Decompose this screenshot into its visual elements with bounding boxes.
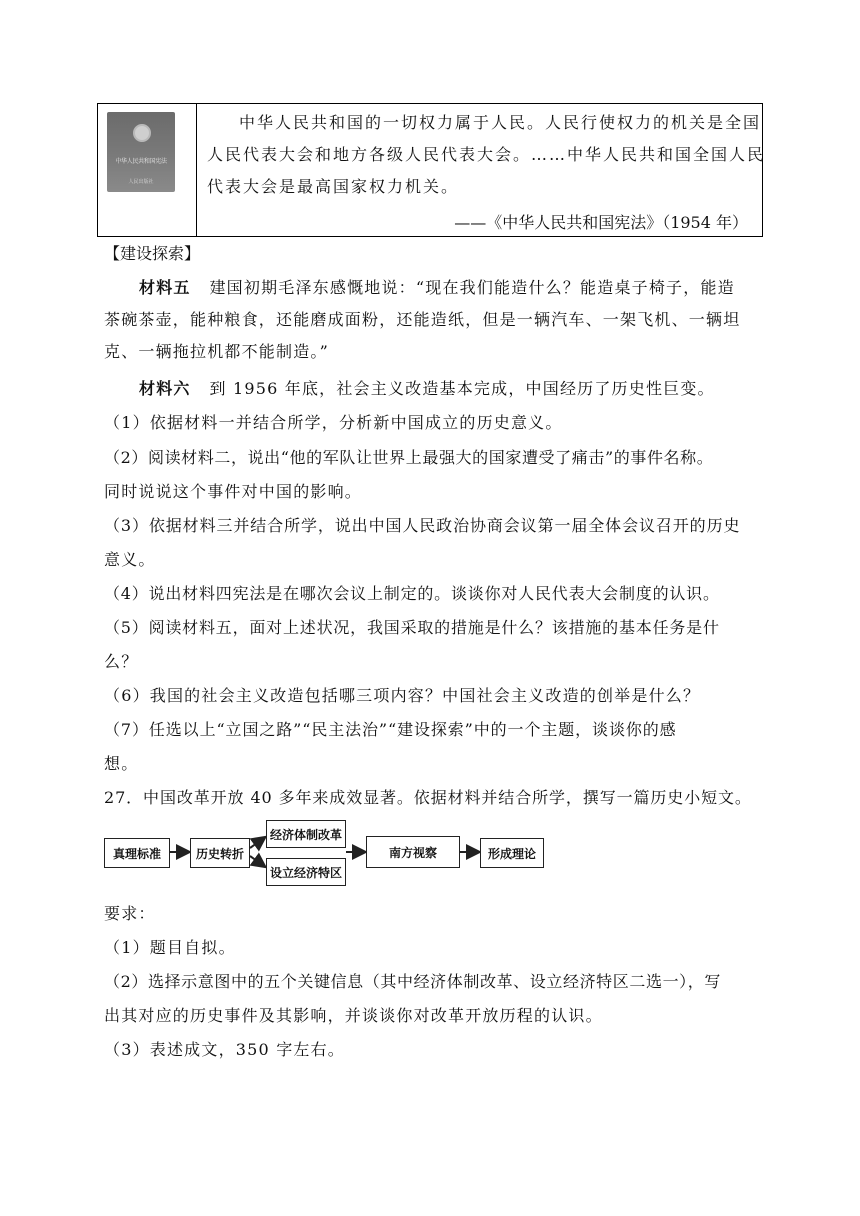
material-four-line: 人民代表大会和地方各级人民代表大会。……中华人民共和国全国人民 xyxy=(207,145,766,164)
question-line: 么？ xyxy=(104,652,139,671)
material-five-text: 建国初期毛泽东感慨地说：“现在我们能造什么？能造桌子椅子，能造 xyxy=(209,278,735,297)
flow-node-special-zones: 设立经济特区 xyxy=(266,858,346,886)
question-line: （5）阅读材料五，面对上述状况，我国采取的措施是什么？该措施的基本任务是什 xyxy=(104,618,720,637)
reform-flow-diagram xyxy=(104,818,544,890)
material-four-image-cell xyxy=(98,104,197,236)
flow-node-economic-reform: 经济体制改革 xyxy=(266,820,346,848)
requirements-heading: 要求： xyxy=(104,904,156,923)
material-six-line xyxy=(139,376,715,399)
material-four-line: 中华人民共和国的一切权力属于人民。人民行使权力的机关是全国 xyxy=(239,113,762,132)
question-line: （4）说出材料四宪法是在哪次会议上制定的。谈谈你对人民代表大会制度的认识。 xyxy=(104,584,720,603)
material-four-text-cell xyxy=(197,104,766,236)
material-four-source: ——《中华人民共和国宪法》（1954 年） xyxy=(454,213,748,232)
question-27: 27．中国改革开放 40 多年来成效显著。依据材料并结合所学，撰写一篇历史小短文。 xyxy=(104,788,752,807)
material-five-label: 材料五 xyxy=(139,278,191,297)
material-four-table xyxy=(97,103,766,237)
flow-node-truth-standard: 真理标准 xyxy=(104,838,170,868)
national-emblem-icon xyxy=(133,124,151,142)
question-line: （3）依据材料三并结合所学，说出中国人民政治协商会议第一届全体会议召开的历史 xyxy=(104,516,741,535)
question-line: 想。 xyxy=(104,754,139,773)
material-six-label: 材料六 xyxy=(139,379,191,398)
book-publisher: 人民出版社 xyxy=(128,179,154,185)
question-line: （1）依据材料一并结合所学，分析新中国成立的历史意义。 xyxy=(104,413,563,432)
question-line: 意义。 xyxy=(104,550,156,569)
question-line: 同时说说这个事件对中国的影响。 xyxy=(104,482,363,501)
requirement-item: （3）表述成文，350 字左右。 xyxy=(104,1040,346,1059)
material-five-first-line xyxy=(139,275,735,298)
question-line: （2）阅读材料二，说出“他的军队让世界上最强大的国家遭受了痛击”的事件名称。 xyxy=(104,448,714,467)
requirement-item: （2）选择示意图中的五个关键信息（其中经济体制改革、设立经济特区二选一），写 xyxy=(104,972,721,991)
flow-arrow xyxy=(250,838,264,848)
constitution-book-image xyxy=(107,112,175,192)
flow-node-theory: 形成理论 xyxy=(480,838,544,868)
flow-node-historic-turn: 历史转折 xyxy=(190,838,250,868)
flow-arrow xyxy=(250,856,264,866)
requirement-item: （1）题目自拟。 xyxy=(104,938,236,957)
section-heading: 【建设探索】 xyxy=(104,244,201,263)
material-five-line: 克、一辆拖拉机都不能制造。” xyxy=(104,342,329,361)
material-five-line: 茶碗茶壶，能种粮食，还能磨成面粉，还能造纸，但是一辆汽车、一架飞机、一辆坦 xyxy=(104,310,741,329)
question-line: （7）任选以上“立国之路”“民主法治”“建设探索”中的一个主题，谈谈你的感 xyxy=(104,720,677,739)
book-title: 中华人民共和国宪法 xyxy=(115,158,167,165)
material-four-line: 代表大会是最高国家权力机关。 xyxy=(207,177,460,196)
flow-node-southern-tour: 南方视察 xyxy=(366,836,460,868)
question-line: （6）我国的社会主义改造包括哪三项内容？中国社会主义改造的创举是什么？ xyxy=(104,686,701,705)
material-six-text: 到 1956 年底，社会主义改造基本完成，中国经历了历史性巨变。 xyxy=(209,379,715,398)
requirement-item: 出其对应的历史事件及其影响，并谈谈你对改革开放历程的认识。 xyxy=(104,1006,603,1025)
